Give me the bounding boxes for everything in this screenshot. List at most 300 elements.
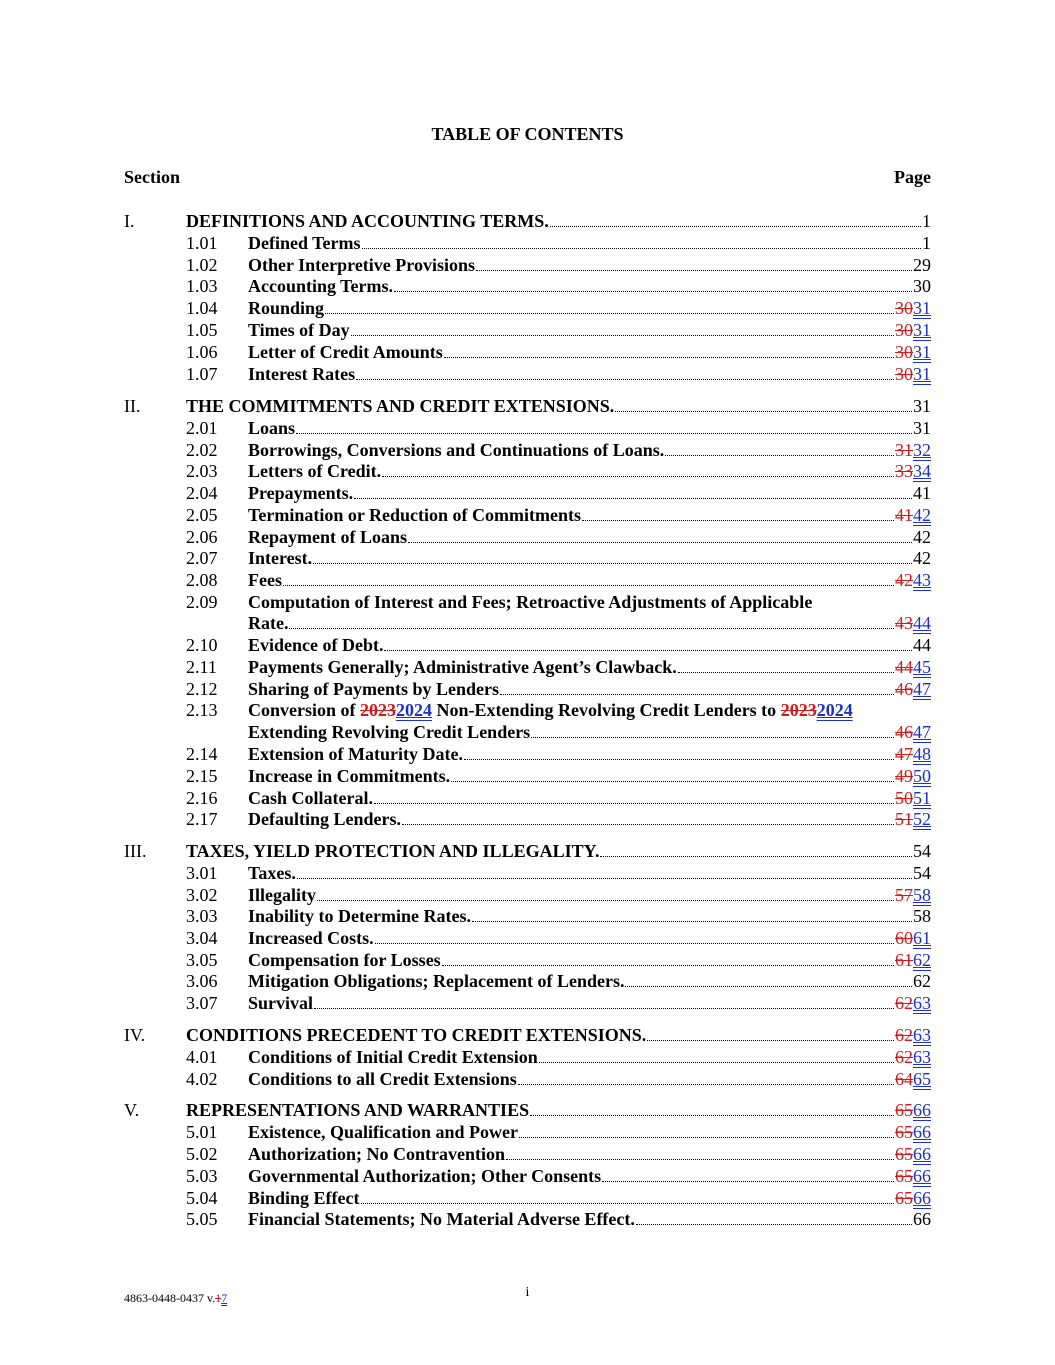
toc-section-5-04[interactable] <box>0 1187 1055 1209</box>
title-text: Borrowings, Conversions and Continuations of Loans. <box>248 440 665 460</box>
section-number: 4.01 <box>186 1047 218 1067</box>
inserted-page: 42 <box>913 505 931 525</box>
toc-section-2-04[interactable] <box>0 482 1055 504</box>
entry-title <box>186 395 614 417</box>
page-ref: 1 <box>922 233 931 253</box>
dot-leader <box>519 1121 894 1138</box>
section-number: 2.14 <box>186 744 218 764</box>
entry-title <box>248 1121 518 1143</box>
toc-section-2-10[interactable] <box>0 634 1055 656</box>
dot-leader <box>665 439 894 456</box>
dot-leader <box>313 547 912 564</box>
inserted-page: 45 <box>913 657 931 677</box>
toc-section-2-15[interactable] <box>0 765 1055 787</box>
inserted-page: 66 <box>913 1100 931 1120</box>
entry-title <box>248 1208 635 1230</box>
entry-title <box>248 970 624 992</box>
deleted-page: 64 <box>895 1069 913 1089</box>
title-text: Binding Effect <box>248 1188 360 1208</box>
inserted-page: 66 <box>913 1166 931 1186</box>
toc-article-2[interactable] <box>0 395 1055 417</box>
title-text: Letters of Credit. <box>248 461 382 481</box>
inserted-page: 31 <box>913 364 931 384</box>
page-column-header: Page <box>894 167 931 187</box>
inserted-page: 62 <box>913 950 931 970</box>
section-number: 2.01 <box>186 418 218 438</box>
page-ref <box>895 1143 931 1165</box>
entry-title-line-1 <box>248 699 853 721</box>
dot-leader <box>476 254 912 271</box>
title-text: Sharing of Payments by Lenders <box>248 679 500 699</box>
section-number: 3.05 <box>186 950 218 970</box>
page-number: i <box>525 1285 530 1300</box>
page-ref: 41 <box>913 483 931 503</box>
deleted-page: 46 <box>895 679 913 699</box>
deleted-page: 61 <box>895 950 913 970</box>
page-ref: 31 <box>913 418 931 438</box>
page-ref <box>895 949 931 971</box>
entry-title <box>248 341 443 363</box>
entry-title <box>248 743 463 765</box>
title-text: Loans <box>248 418 296 438</box>
leader-line <box>248 656 931 678</box>
toc-section-5-03[interactable] <box>0 1165 1055 1187</box>
dot-leader <box>296 417 912 434</box>
entry-title <box>248 1187 360 1209</box>
title-text: Conditions to all Credit Extensions <box>248 1069 517 1089</box>
section-column-header: Section <box>124 167 180 187</box>
dot-leader <box>375 927 894 944</box>
inserted-page: 47 <box>913 722 931 742</box>
deleted-page: 62 <box>895 993 913 1013</box>
toc-section-2-17[interactable] <box>0 808 1055 830</box>
dot-leader <box>647 1024 894 1041</box>
page-ref <box>895 678 931 700</box>
entry-title <box>248 992 313 1014</box>
leader-line <box>248 743 931 765</box>
dot-leader <box>317 884 894 901</box>
deleted-page: 49 <box>895 766 913 786</box>
entry-title <box>248 1068 517 1090</box>
deleted-page: 65 <box>895 1144 913 1164</box>
title-text: Fees <box>248 570 282 590</box>
entry-title <box>248 721 530 743</box>
section-number: 1.05 <box>186 320 218 340</box>
dot-leader <box>539 1046 894 1063</box>
toc-section-1-05[interactable] <box>0 319 1055 341</box>
title-text: Increased Costs. <box>248 928 374 948</box>
toc-section-2-14[interactable] <box>0 743 1055 765</box>
inserted-page: 63 <box>913 993 931 1013</box>
page-ref <box>895 439 931 461</box>
toc-section-2-06[interactable] <box>0 526 1055 548</box>
toc-section-4-02[interactable] <box>0 1068 1055 1090</box>
page-ref: 31 <box>913 396 931 416</box>
section-number: 2.06 <box>186 527 218 547</box>
entry-title <box>248 927 374 949</box>
entry-title <box>248 612 288 634</box>
page-ref <box>895 927 931 949</box>
dot-leader <box>408 526 912 543</box>
leader-line <box>248 970 931 992</box>
inserted-year: 2024 <box>816 700 853 720</box>
deleted-page: 65 <box>895 1166 913 1186</box>
article-title-text: CONDITIONS PRECEDENT TO CREDIT EXTENSIONS. <box>186 1025 647 1045</box>
dot-leader <box>636 1208 912 1225</box>
section-number: 2.13 <box>186 700 218 720</box>
inserted-page: 47 <box>913 679 931 699</box>
entry-title <box>248 765 450 787</box>
title-text-line-2: Rate. <box>248 613 289 633</box>
article-number: II. <box>124 396 141 416</box>
inserted-page: 65 <box>913 1069 931 1089</box>
title-text: Illegality <box>248 885 316 905</box>
inserted-page: 63 <box>913 1047 931 1067</box>
title-text: Governmental Authorization; Other Consents <box>248 1166 602 1186</box>
page-ref: 42 <box>913 548 931 568</box>
title-text: Interest Rates <box>248 364 356 384</box>
leader-line <box>248 992 931 1014</box>
leader-line <box>248 275 931 297</box>
dot-leader <box>374 787 894 804</box>
inserted-page: 52 <box>913 809 931 829</box>
title-text-line-2: Extending Revolving Credit Lenders <box>248 722 531 742</box>
dot-leader <box>600 840 912 857</box>
title-text: Taxes. <box>248 863 296 883</box>
section-number: 3.04 <box>186 928 218 948</box>
entry-title <box>248 526 407 548</box>
toc-section-2-02[interactable] <box>0 439 1055 461</box>
dot-leader <box>362 232 922 249</box>
entry-title <box>248 634 383 656</box>
dot-leader <box>550 210 921 227</box>
inserted-page: 31 <box>913 298 931 318</box>
page-ref <box>895 1187 931 1209</box>
inserted-page: 31 <box>913 342 931 362</box>
toc-section-2-16[interactable] <box>0 787 1055 809</box>
entry-title <box>248 1046 538 1068</box>
dot-leader <box>500 678 894 695</box>
title-text: Prepayments. <box>248 483 354 503</box>
section-number: 4.02 <box>186 1069 218 1089</box>
title-text: Inability to Determine Rates. <box>248 906 471 926</box>
section-number: 2.09 <box>186 592 218 612</box>
entry-title <box>248 862 296 884</box>
toc-section-2-11[interactable] <box>0 656 1055 678</box>
dot-leader <box>530 1099 894 1116</box>
title-text: Existence, Qualification and Power <box>248 1122 518 1142</box>
section-number: 2.02 <box>186 440 218 460</box>
entry-title <box>248 297 324 319</box>
page-ref <box>895 765 931 787</box>
toc-section-2-08[interactable] <box>0 569 1055 591</box>
deleted-page: 65 <box>895 1122 913 1142</box>
entry-title <box>248 949 441 971</box>
toc-section-1-02[interactable] <box>0 254 1055 276</box>
deleted-page: 30 <box>895 298 913 318</box>
toc-article-5[interactable] <box>0 1099 1055 1121</box>
toc-article-4[interactable] <box>0 1024 1055 1046</box>
leader-line <box>186 210 931 232</box>
dot-leader <box>402 808 894 825</box>
toc-section-3-07[interactable] <box>0 992 1055 1014</box>
page-ref <box>895 504 931 526</box>
article-number: IV. <box>124 1025 146 1045</box>
leader-line <box>248 363 931 385</box>
title-text: Mitigation Obligations; Replacement of Lenders. <box>248 971 625 991</box>
inserted-page: 61 <box>913 928 931 948</box>
dot-leader <box>314 992 894 1009</box>
section-number: 2.10 <box>186 635 218 655</box>
page-ref <box>895 569 931 591</box>
section-number: 3.03 <box>186 906 218 926</box>
section-number: 2.03 <box>186 461 218 481</box>
leader-line <box>248 526 931 548</box>
page-ref <box>895 721 931 743</box>
toc-section-2-09-cont[interactable] <box>0 612 1055 634</box>
deleted-page: 47 <box>895 744 913 764</box>
section-number: 1.03 <box>186 276 218 296</box>
toc-section-3-04[interactable] <box>0 927 1055 949</box>
page-ref <box>895 992 931 1014</box>
title-text: Financial Statements; No Material Adverse Effect. <box>248 1209 635 1229</box>
deleted-page: 50 <box>895 788 913 808</box>
section-number: 3.07 <box>186 993 218 1013</box>
page-ref <box>895 612 931 634</box>
leader-line <box>248 808 931 830</box>
page-ref: 29 <box>913 255 931 275</box>
deleted-page: 30 <box>895 342 913 362</box>
leader-line <box>248 1046 931 1068</box>
title-text: Letter of Credit Amounts <box>248 342 443 362</box>
toc-section-1-03[interactable] <box>0 275 1055 297</box>
toc-section-3-03[interactable] <box>0 905 1055 927</box>
leader-line <box>248 482 931 504</box>
inserted-page: 63 <box>913 1025 931 1045</box>
entry-title <box>248 417 295 439</box>
entry-title <box>248 884 316 906</box>
leader-line <box>248 1165 931 1187</box>
entry-title <box>248 1143 505 1165</box>
dot-leader <box>615 395 912 412</box>
section-number: 2.08 <box>186 570 218 590</box>
section-number: 1.02 <box>186 255 218 275</box>
leader-line <box>248 949 931 971</box>
entry-title <box>248 787 373 809</box>
toc-section-4-01[interactable] <box>0 1046 1055 1068</box>
leader-line <box>248 634 931 656</box>
toc-section-5-05[interactable] <box>0 1208 1055 1230</box>
inserted-page: 66 <box>913 1188 931 1208</box>
entry-title <box>248 808 401 830</box>
title-text: Authorization; No Contravention <box>248 1144 505 1164</box>
title-text: Conditions of Initial Credit Extension <box>248 1047 538 1067</box>
dot-leader <box>354 482 912 499</box>
leader-line <box>248 1121 931 1143</box>
page-ref <box>895 1165 931 1187</box>
leader-line <box>248 765 931 787</box>
entry-title <box>248 678 499 700</box>
dot-leader <box>283 569 894 586</box>
section-number: 5.04 <box>186 1188 218 1208</box>
leader-line <box>248 341 931 363</box>
toc-section-2-07[interactable] <box>0 547 1055 569</box>
leader-line <box>248 862 931 884</box>
entry-title <box>248 482 353 504</box>
title-text: Repayment of Loans <box>248 527 408 547</box>
dot-leader <box>602 1165 894 1182</box>
dot-leader <box>351 319 894 336</box>
title-text: Extension of Maturity Date. <box>248 744 463 764</box>
toc-section-5-02[interactable] <box>0 1143 1055 1165</box>
toc-section-3-05[interactable] <box>0 949 1055 971</box>
title-text: Cash Collateral. <box>248 788 373 808</box>
toc-section-2-13[interactable] <box>0 699 1055 721</box>
entry-title <box>248 275 393 297</box>
toc-section-1-06[interactable] <box>0 341 1055 363</box>
toc-section-2-01[interactable] <box>0 417 1055 439</box>
deleted-page: 62 <box>895 1025 913 1045</box>
leader-line <box>248 927 931 949</box>
leader-line <box>248 787 931 809</box>
page-ref: 30 <box>913 276 931 296</box>
entry-title <box>248 439 664 461</box>
page-ref: 54 <box>913 863 931 883</box>
dot-leader <box>297 862 912 879</box>
page-ref <box>895 319 931 341</box>
title-text: Evidence of Debt. <box>248 635 384 655</box>
leader-line <box>248 1143 931 1165</box>
dot-leader <box>451 765 894 782</box>
dot-leader <box>531 721 894 738</box>
page-ref <box>895 1099 931 1121</box>
deleted-page: 30 <box>895 364 913 384</box>
toc-section-2-05[interactable] <box>0 504 1055 526</box>
toc-heading: TABLE OF CONTENTS <box>431 124 624 144</box>
toc-section-2-13-cont[interactable] <box>0 721 1055 743</box>
entry-title <box>248 504 581 526</box>
dot-leader <box>472 905 912 922</box>
section-number: 2.12 <box>186 679 218 699</box>
leader-line <box>248 417 931 439</box>
section-number: 5.03 <box>186 1166 218 1186</box>
article-title-text: REPRESENTATIONS AND WARRANTIES <box>186 1100 530 1120</box>
leader-line <box>248 504 931 526</box>
title-text: Compensation for Losses <box>248 950 441 970</box>
toc-section-3-01[interactable] <box>0 862 1055 884</box>
entry-title <box>248 569 282 591</box>
entry-title <box>186 1024 646 1046</box>
toc-section-2-09[interactable] <box>0 591 1055 613</box>
page-ref <box>895 743 931 765</box>
section-number: 3.02 <box>186 885 218 905</box>
title-text: Conversion of <box>248 700 360 720</box>
section-number: 2.07 <box>186 548 218 568</box>
entry-title <box>248 319 350 341</box>
page-ref <box>895 884 931 906</box>
toc-section-1-07[interactable] <box>0 363 1055 385</box>
title-text: Survival <box>248 993 314 1013</box>
dot-leader <box>442 949 894 966</box>
leader-line <box>248 612 931 634</box>
deleted-year: 2023 <box>780 700 817 720</box>
title-text: Increase in Commitments. <box>248 766 451 786</box>
entry-title <box>186 1099 529 1121</box>
page-ref: 1 <box>922 211 931 231</box>
leader-line <box>186 840 931 862</box>
deleted-page: 62 <box>895 1047 913 1067</box>
entry-title <box>248 363 355 385</box>
section-number: 3.01 <box>186 863 218 883</box>
entry-title <box>248 460 381 482</box>
title-text: Termination or Reduction of Commitments <box>248 505 581 525</box>
section-number: 5.05 <box>186 1209 218 1229</box>
leader-line <box>248 1187 931 1209</box>
page-ref: 66 <box>913 1209 931 1229</box>
inserted-page: 66 <box>913 1122 931 1142</box>
toc-section-2-12[interactable] <box>0 678 1055 700</box>
article-number: I. <box>124 211 135 231</box>
toc-section-2-03[interactable] <box>0 460 1055 482</box>
deleted-page: 42 <box>895 570 913 590</box>
leader-line <box>248 460 931 482</box>
dot-leader <box>361 1187 894 1204</box>
dot-leader <box>625 970 912 987</box>
leader-line <box>186 395 931 417</box>
deleted-page: 51 <box>895 809 913 829</box>
toc-section-3-02[interactable] <box>0 884 1055 906</box>
leader-line <box>248 721 931 743</box>
toc-article-3[interactable] <box>0 840 1055 862</box>
entry-title <box>248 1165 601 1187</box>
leader-line <box>248 905 931 927</box>
entry-title <box>248 656 677 678</box>
section-number: 3.06 <box>186 971 218 991</box>
toc-section-1-04[interactable] <box>0 297 1055 319</box>
article-title-text: TAXES, YIELD PROTECTION AND ILLEGALITY. <box>186 841 600 861</box>
deleted-page: 60 <box>895 928 913 948</box>
toc-article-1[interactable] <box>0 210 1055 232</box>
leader-line <box>248 254 931 276</box>
inserted-year: 2024 <box>396 700 432 720</box>
leader-line <box>248 569 931 591</box>
inserted-version: 7 <box>221 1291 228 1305</box>
title-text: Defined Terms <box>248 233 361 253</box>
deleted-page: 65 <box>895 1100 913 1120</box>
dot-leader <box>289 612 894 629</box>
title-text: Non-Extending Revolving Credit Lenders to <box>432 700 781 720</box>
section-number: 1.06 <box>186 342 218 362</box>
page-ref <box>895 1024 931 1046</box>
deleted-page: 30 <box>895 320 913 340</box>
deleted-page: 33 <box>895 461 913 481</box>
leader-line <box>248 439 931 461</box>
entry-title <box>248 232 361 254</box>
toc-section-3-06[interactable] <box>0 970 1055 992</box>
toc-section-5-01[interactable] <box>0 1121 1055 1143</box>
page-ref: 58 <box>913 906 931 926</box>
entry-title <box>248 547 312 569</box>
article-number: III. <box>124 841 147 861</box>
leader-line <box>248 547 931 569</box>
title-text: Payments Generally; Administrative Agent’s Clawback. <box>248 657 677 677</box>
doc-id-text: 4863-0448-0437 v. <box>124 1291 216 1305</box>
inserted-page: 31 <box>913 320 931 340</box>
section-number: 2.15 <box>186 766 218 786</box>
dot-leader <box>518 1068 894 1085</box>
toc-section-1-01[interactable] <box>0 232 1055 254</box>
entry-title <box>248 254 475 276</box>
